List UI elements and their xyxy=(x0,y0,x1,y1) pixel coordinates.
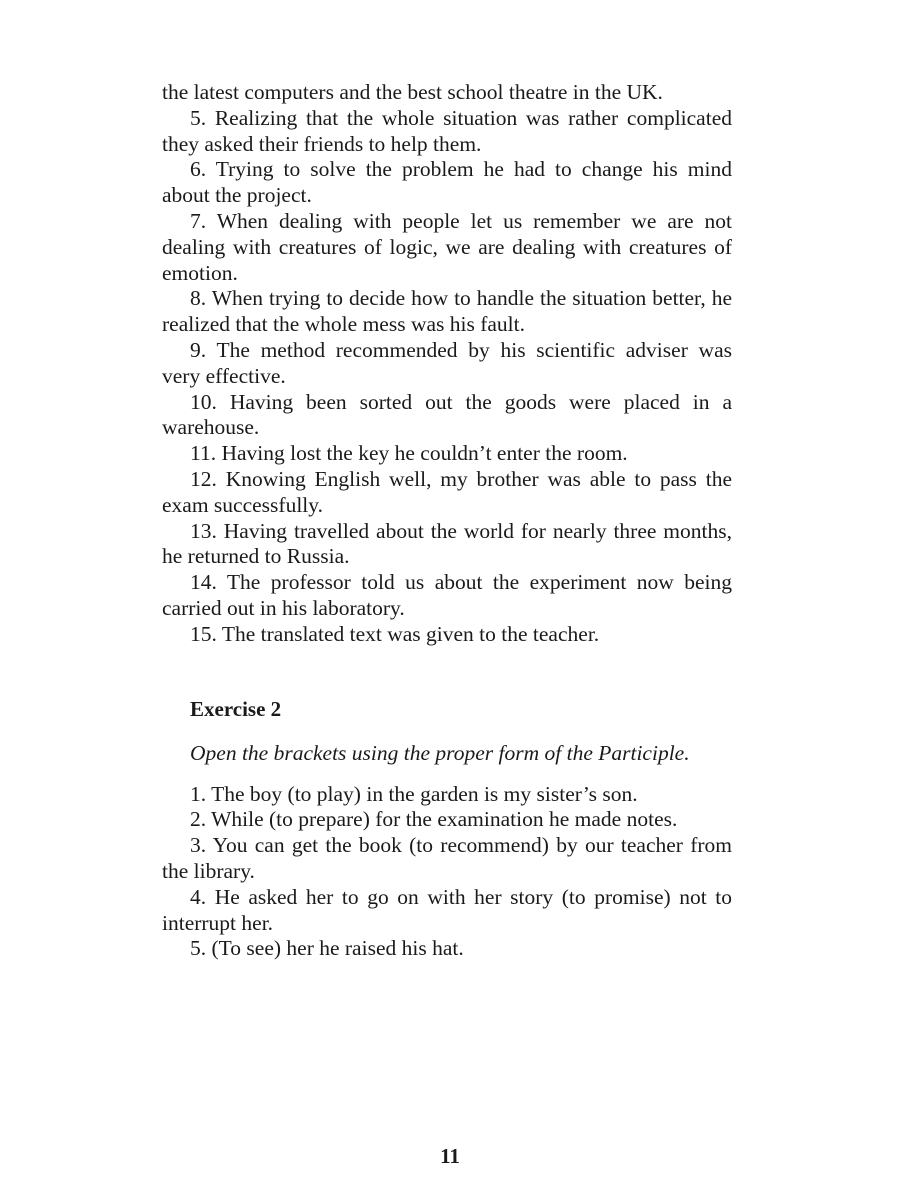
exercise1-item-13: 13. Having travelled about the world for nearly three months, he returned to Russia. xyxy=(162,518,732,569)
exercise2-heading: Exercise 2 xyxy=(190,696,282,721)
exercise1-item-6: 6. Trying to solve the problem he had to change his mind about the project. xyxy=(162,157,732,208)
exercise1-item-10: 10. Having been sorted out the goods were placed in a warehouse. xyxy=(162,389,732,440)
exercise1-item-11: 11. Having lost the key he couldn’t enter the room. xyxy=(190,441,628,466)
exercise1-item-15: 15. The translated text was given to the teacher. xyxy=(190,621,600,646)
exercise1-item-12: 12. Knowing English well, my brother was able to pass the exam successfully. xyxy=(162,466,732,517)
exercise2-item-1: 1. The boy (to play) in the garden is my sister’s son. xyxy=(190,781,638,806)
exercise1-item-7: 7. When dealing with people let us remember we are not dealing with creatures of logic, we are dealing with creatures of emotion. xyxy=(162,208,732,285)
continuation-text: the latest computers and the best school theatre in the UK. xyxy=(162,80,663,104)
exercise1-item-9: 9. The method recommended by his scientific adviser was very effective. xyxy=(162,337,732,388)
page-number: 11 xyxy=(440,1144,460,1168)
exercise1-item-5: 5. Realizing that the whole situation was rather complicated they asked their friends to help them. xyxy=(162,105,732,156)
exercise2-item-2: 2. While (to prepare) for the examination he made notes. xyxy=(190,807,678,832)
exercise2-item-5: 5. (To see) her he raised his hat. xyxy=(190,936,464,961)
exercise2-instruction: Open the brackets using the proper form of the Participle. xyxy=(190,740,690,765)
exercise2-item-list xyxy=(162,782,732,963)
exercise1-item-8: 8. When trying to decide how to handle the situation better, he realized that the whole mess was his fault. xyxy=(162,286,732,337)
exercise2-item-4: 4. He asked her to go on with her story (to promise) not to interrupt her. xyxy=(162,884,732,935)
page-body xyxy=(162,80,732,962)
exercise1-item-14: 14. The professor told us about the experiment now being carried out in his laboratory. xyxy=(162,570,732,620)
exercise2-item-3: 3. You can get the book (to recommend) by our teacher from the library. xyxy=(162,833,732,883)
